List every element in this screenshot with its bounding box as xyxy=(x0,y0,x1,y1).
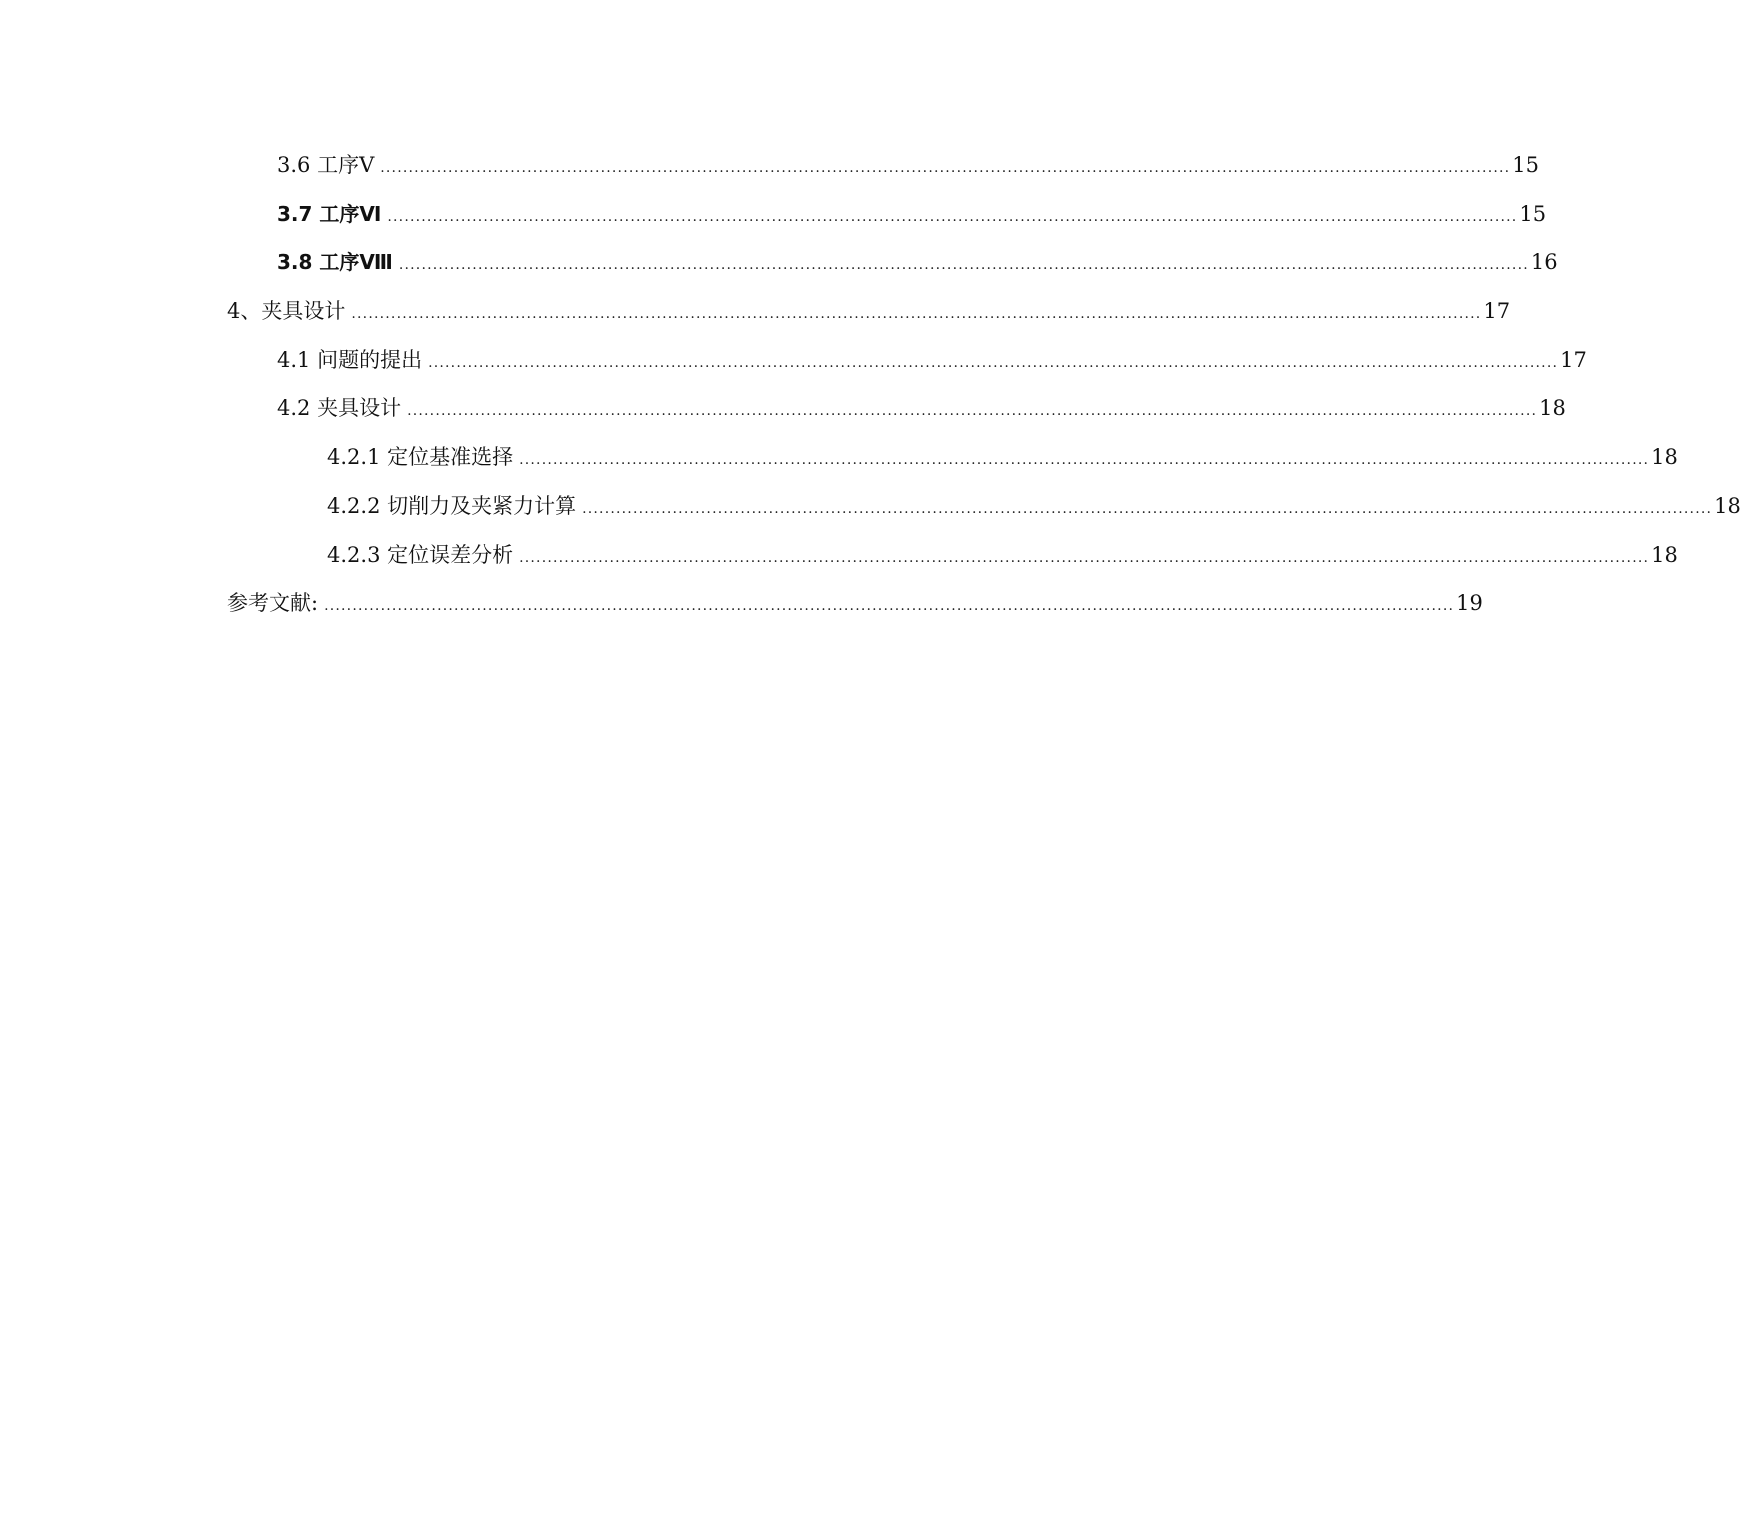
toc-page-number: 18 xyxy=(1651,445,1678,470)
toc-entry-title: 4、夹具设计 xyxy=(227,299,346,324)
toc-dot-leader: ........................................................................................................................................................................................................ xyxy=(324,598,1455,615)
toc-entry-title: 3.6 工序Ⅴ xyxy=(277,153,375,177)
toc-entry-title: 3.7 工序Ⅵ xyxy=(277,201,382,226)
toc-dot-leader: ........................................................................................................................................................................................................ xyxy=(428,354,1559,371)
toc-entry[interactable] xyxy=(227,581,1483,630)
toc-page-number: 17 xyxy=(1483,299,1511,324)
toc-entry-title: 4.2.2 切削力及夹紧力计算 xyxy=(327,493,577,518)
toc-page-number: 19 xyxy=(1456,591,1483,616)
toc-entry[interactable] xyxy=(227,338,1587,387)
toc-entry[interactable] xyxy=(227,289,1511,338)
toc-entry[interactable] xyxy=(227,386,1566,435)
toc-page-number: 18 xyxy=(1651,542,1678,567)
toc-entry-title: 3.8 工序Ⅷ xyxy=(277,250,393,275)
toc-entry[interactable] xyxy=(227,533,1678,582)
toc-entry[interactable] xyxy=(227,484,1741,533)
toc-entry-title: 4.2 夹具设计 xyxy=(277,396,402,421)
toc-dot-leader: ........................................................................................................................................................................................................ xyxy=(519,549,1650,566)
toc-entry-title: 4.1 问题的提出 xyxy=(277,347,423,372)
toc-entry-title: 4.2.3 定位误差分析 xyxy=(327,542,514,567)
toc-page-number: 16 xyxy=(1530,250,1558,275)
toc-dot-leader: ........................................................................................................................................................................................................ xyxy=(398,257,1529,274)
toc-dot-leader: ........................................................................................................................................................................................................ xyxy=(407,403,1538,420)
toc-entry-title: 4.2.1 定位基准选择 xyxy=(327,445,514,470)
toc-entry-title: 参考文献: xyxy=(227,591,319,616)
toc-dot-leader: ........................................................................................................................................................................................................ xyxy=(380,160,1511,176)
toc-page-number: 15 xyxy=(1512,153,1540,177)
toc-dot-leader: ........................................................................................................................................................................................................ xyxy=(582,500,1713,517)
table-of-contents xyxy=(227,143,1741,630)
toc-entry[interactable] xyxy=(227,192,1547,241)
toc-dot-leader: ........................................................................................................................................................................................................ xyxy=(387,208,1518,225)
toc-dot-leader: ........................................................................................................................................................................................................ xyxy=(351,306,1482,323)
toc-entry[interactable] xyxy=(227,240,1558,289)
toc-page-number: 18 xyxy=(1714,493,1741,518)
toc-dot-leader: ........................................................................................................................................................................................................ xyxy=(519,452,1650,469)
toc-page-number: 18 xyxy=(1539,396,1566,421)
toc-entry[interactable] xyxy=(227,435,1678,484)
toc-page-number: 17 xyxy=(1560,347,1587,372)
toc-entry[interactable] xyxy=(227,143,1540,192)
toc-page-number: 15 xyxy=(1519,201,1547,226)
